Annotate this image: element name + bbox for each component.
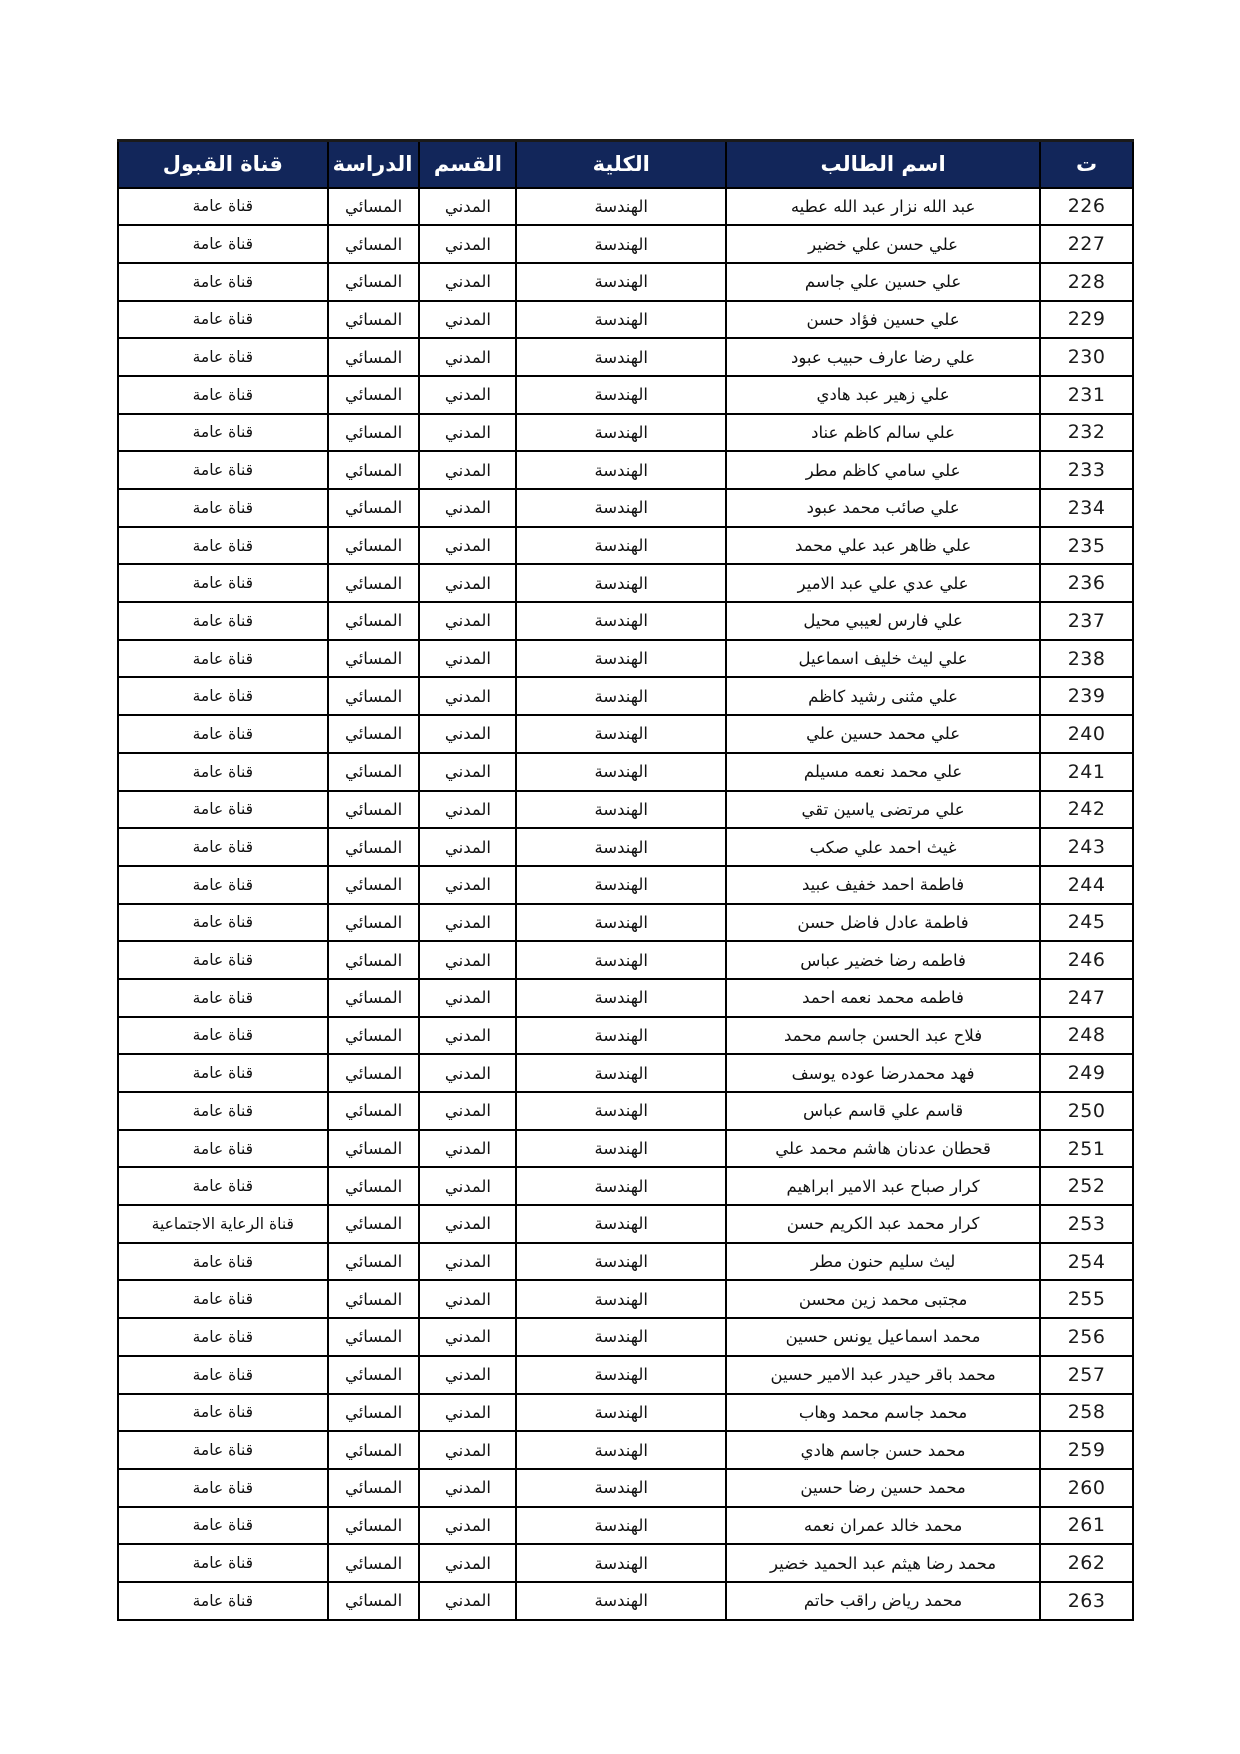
cell-admission-channel: قناة عامة: [118, 828, 328, 866]
cell-number: 260: [1040, 1469, 1133, 1507]
cell-study-type: المسائي: [328, 338, 420, 376]
cell-student-name: محمد حسن جاسم هادي: [726, 1431, 1040, 1469]
cell-department: المدني: [419, 1431, 516, 1469]
cell-student-name: علي سالم كاظم عناد: [726, 414, 1040, 452]
table-row: [118, 1017, 1133, 1055]
cell-student-name: علي محمد نعمه مسيلم: [726, 753, 1040, 791]
cell-study-type: المسائي: [328, 715, 420, 753]
cell-admission-channel: قناة عامة: [118, 1318, 328, 1356]
cell-admission-channel: قناة عامة: [118, 1092, 328, 1130]
cell-college: الهندسة: [516, 263, 726, 301]
cell-study-type: المسائي: [328, 414, 420, 452]
cell-admission-channel: قناة عامة: [118, 301, 328, 339]
cell-college: الهندسة: [516, 1280, 726, 1318]
cell-admission-channel: قناة عامة: [118, 1431, 328, 1469]
cell-student-name: فهد محمدرضا عوده يوسف: [726, 1054, 1040, 1092]
cell-number: 252: [1040, 1167, 1133, 1205]
cell-college: الهندسة: [516, 1394, 726, 1432]
cell-admission-channel: قناة عامة: [118, 1054, 328, 1092]
table-row: [118, 376, 1133, 414]
cell-study-type: المسائي: [328, 1205, 420, 1243]
cell-department: المدني: [419, 301, 516, 339]
cell-admission-channel: قناة عامة: [118, 1544, 328, 1582]
cell-study-type: المسائي: [328, 1092, 420, 1130]
cell-student-name: فلاح عبد الحسن جاسم محمد: [726, 1017, 1040, 1055]
table-body: [118, 188, 1133, 1620]
cell-admission-channel: قناة عامة: [118, 564, 328, 602]
header-department: القسم: [419, 141, 516, 188]
cell-study-type: المسائي: [328, 979, 420, 1017]
cell-admission-channel: قناة عامة: [118, 904, 328, 942]
cell-college: الهندسة: [516, 941, 726, 979]
cell-department: المدني: [419, 1167, 516, 1205]
cell-college: الهندسة: [516, 1054, 726, 1092]
cell-number: 245: [1040, 904, 1133, 942]
table-row: [118, 1205, 1133, 1243]
cell-admission-channel: قناة عامة: [118, 640, 328, 678]
cell-study-type: المسائي: [328, 1054, 420, 1092]
cell-study-type: المسائي: [328, 677, 420, 715]
cell-student-name: محمد باقر حيدر عبد الامير حسين: [726, 1356, 1040, 1394]
cell-study-type: المسائي: [328, 640, 420, 678]
cell-number: 244: [1040, 866, 1133, 904]
cell-study-type: المسائي: [328, 1318, 420, 1356]
cell-admission-channel: قناة عامة: [118, 753, 328, 791]
cell-number: 229: [1040, 301, 1133, 339]
table-row: [118, 1243, 1133, 1281]
table-row: [118, 1280, 1133, 1318]
table-row: [118, 527, 1133, 565]
cell-college: الهندسة: [516, 1431, 726, 1469]
cell-department: المدني: [419, 1243, 516, 1281]
cell-college: الهندسة: [516, 451, 726, 489]
cell-number: 262: [1040, 1544, 1133, 1582]
table-row: [118, 1356, 1133, 1394]
cell-student-name: غيث احمد علي صكب: [726, 828, 1040, 866]
cell-admission-channel: قناة عامة: [118, 979, 328, 1017]
cell-study-type: المسائي: [328, 263, 420, 301]
cell-study-type: المسائي: [328, 1167, 420, 1205]
cell-study-type: المسائي: [328, 376, 420, 414]
cell-department: المدني: [419, 1356, 516, 1394]
cell-study-type: المسائي: [328, 527, 420, 565]
cell-admission-channel: قناة عامة: [118, 376, 328, 414]
cell-department: المدني: [419, 188, 516, 226]
cell-study-type: المسائي: [328, 1017, 420, 1055]
cell-admission-channel: قناة عامة: [118, 1167, 328, 1205]
cell-number: 247: [1040, 979, 1133, 1017]
cell-student-name: علي ظاهر عبد علي محمد: [726, 527, 1040, 565]
header-student-name: اسم الطالب: [726, 141, 1040, 188]
table-row: [118, 564, 1133, 602]
cell-student-name: علي رضا عارف حبيب عبود: [726, 338, 1040, 376]
table-row: [118, 338, 1133, 376]
cell-student-name: علي حسين فؤاد حسن: [726, 301, 1040, 339]
cell-department: المدني: [419, 979, 516, 1017]
cell-study-type: المسائي: [328, 828, 420, 866]
cell-college: الهندسة: [516, 489, 726, 527]
cell-department: المدني: [419, 451, 516, 489]
cell-number: 257: [1040, 1356, 1133, 1394]
cell-college: الهندسة: [516, 188, 726, 226]
cell-number: 226: [1040, 188, 1133, 226]
cell-number: 256: [1040, 1318, 1133, 1356]
cell-student-name: كرار صباح عبد الامير ابراهيم: [726, 1167, 1040, 1205]
cell-study-type: المسائي: [328, 451, 420, 489]
cell-admission-channel: قناة عامة: [118, 451, 328, 489]
cell-college: الهندسة: [516, 376, 726, 414]
cell-college: الهندسة: [516, 1243, 726, 1281]
header-college: الكلية: [516, 141, 726, 188]
cell-number: 255: [1040, 1280, 1133, 1318]
cell-number: 233: [1040, 451, 1133, 489]
cell-student-name: فاطمة احمد خفيف عبيد: [726, 866, 1040, 904]
table-row: [118, 1054, 1133, 1092]
table-row: [118, 715, 1133, 753]
cell-student-name: فاطمه رضا خضير عباس: [726, 941, 1040, 979]
cell-number: 254: [1040, 1243, 1133, 1281]
cell-number: 253: [1040, 1205, 1133, 1243]
cell-number: 243: [1040, 828, 1133, 866]
table-row: [118, 1469, 1133, 1507]
cell-admission-channel: قناة عامة: [118, 791, 328, 829]
cell-student-name: علي ليث خليف اسماعيل: [726, 640, 1040, 678]
cell-study-type: المسائي: [328, 301, 420, 339]
cell-admission-channel: قناة عامة: [118, 715, 328, 753]
cell-admission-channel: قناة عامة: [118, 677, 328, 715]
cell-number: 234: [1040, 489, 1133, 527]
cell-department: المدني: [419, 1469, 516, 1507]
cell-number: 227: [1040, 225, 1133, 263]
cell-student-name: قاسم علي قاسم عباس: [726, 1092, 1040, 1130]
cell-college: الهندسة: [516, 338, 726, 376]
table-row: [118, 941, 1133, 979]
cell-admission-channel: قناة عامة: [118, 1017, 328, 1055]
cell-student-name: علي سامي كاظم مطر: [726, 451, 1040, 489]
table-row: [118, 225, 1133, 263]
cell-study-type: المسائي: [328, 1243, 420, 1281]
cell-department: المدني: [419, 1544, 516, 1582]
cell-student-name: فاطمة عادل فاضل حسن: [726, 904, 1040, 942]
cell-admission-channel: قناة عامة: [118, 225, 328, 263]
cell-number: 232: [1040, 414, 1133, 452]
table-row: [118, 263, 1133, 301]
table-row: [118, 451, 1133, 489]
cell-student-name: عبد الله نزار عبد الله عطيه: [726, 188, 1040, 226]
table-row: [118, 1544, 1133, 1582]
cell-student-name: كرار محمد عبد الكريم حسن: [726, 1205, 1040, 1243]
cell-college: الهندسة: [516, 791, 726, 829]
cell-department: المدني: [419, 1582, 516, 1620]
cell-study-type: المسائي: [328, 1507, 420, 1545]
cell-college: الهندسة: [516, 1544, 726, 1582]
table-row: [118, 1582, 1133, 1620]
cell-study-type: المسائي: [328, 753, 420, 791]
cell-study-type: المسائي: [328, 188, 420, 226]
cell-number: 250: [1040, 1092, 1133, 1130]
cell-college: الهندسة: [516, 904, 726, 942]
cell-number: 249: [1040, 1054, 1133, 1092]
cell-department: المدني: [419, 1054, 516, 1092]
cell-admission-channel: قناة الرعاية الاجتماعية: [118, 1205, 328, 1243]
cell-college: الهندسة: [516, 527, 726, 565]
cell-department: المدني: [419, 489, 516, 527]
table-row: [118, 791, 1133, 829]
cell-admission-channel: قناة عامة: [118, 414, 328, 452]
cell-admission-channel: قناة عامة: [118, 1507, 328, 1545]
cell-number: 240: [1040, 715, 1133, 753]
cell-student-name: علي عدي علي عبد الامير: [726, 564, 1040, 602]
cell-department: المدني: [419, 753, 516, 791]
cell-college: الهندسة: [516, 866, 726, 904]
table-row: [118, 1167, 1133, 1205]
cell-student-name: محمد جاسم محمد وهاب: [726, 1394, 1040, 1432]
admission-table: [117, 139, 1134, 1621]
cell-college: الهندسة: [516, 1582, 726, 1620]
cell-number: 236: [1040, 564, 1133, 602]
cell-study-type: المسائي: [328, 225, 420, 263]
cell-admission-channel: قناة عامة: [118, 1582, 328, 1620]
cell-student-name: محمد حسين رضا حسين: [726, 1469, 1040, 1507]
cell-student-name: محمد خالد عمران نعمه: [726, 1507, 1040, 1545]
cell-department: المدني: [419, 715, 516, 753]
cell-college: الهندسة: [516, 414, 726, 452]
cell-student-name: محمد اسماعيل يونس حسين: [726, 1318, 1040, 1356]
cell-department: المدني: [419, 564, 516, 602]
cell-number: 237: [1040, 602, 1133, 640]
cell-department: المدني: [419, 376, 516, 414]
cell-department: المدني: [419, 791, 516, 829]
cell-department: المدني: [419, 1092, 516, 1130]
table-row: [118, 1507, 1133, 1545]
table-row: [118, 677, 1133, 715]
cell-college: الهندسة: [516, 1318, 726, 1356]
cell-student-name: علي حسن علي خضير: [726, 225, 1040, 263]
cell-department: المدني: [419, 904, 516, 942]
cell-study-type: المسائي: [328, 564, 420, 602]
cell-number: 228: [1040, 263, 1133, 301]
cell-department: المدني: [419, 225, 516, 263]
cell-college: الهندسة: [516, 602, 726, 640]
cell-study-type: المسائي: [328, 489, 420, 527]
cell-number: 259: [1040, 1431, 1133, 1469]
table-row: [118, 753, 1133, 791]
cell-student-name: علي مرتضى ياسين تقي: [726, 791, 1040, 829]
cell-number: 258: [1040, 1394, 1133, 1432]
cell-study-type: المسائي: [328, 602, 420, 640]
table-row: [118, 904, 1133, 942]
cell-student-name: علي حسين علي جاسم: [726, 263, 1040, 301]
cell-college: الهندسة: [516, 979, 726, 1017]
cell-study-type: المسائي: [328, 1582, 420, 1620]
cell-college: الهندسة: [516, 753, 726, 791]
table-row: [118, 828, 1133, 866]
cell-college: الهندسة: [516, 1356, 726, 1394]
cell-college: الهندسة: [516, 828, 726, 866]
cell-number: 246: [1040, 941, 1133, 979]
cell-department: المدني: [419, 640, 516, 678]
cell-number: 241: [1040, 753, 1133, 791]
cell-study-type: المسائي: [328, 1280, 420, 1318]
cell-study-type: المسائي: [328, 791, 420, 829]
table-row: [118, 1092, 1133, 1130]
admission-table-container: [117, 139, 1134, 1621]
cell-study-type: المسائي: [328, 941, 420, 979]
header-number: ت: [1040, 141, 1133, 188]
cell-admission-channel: قناة عامة: [118, 1356, 328, 1394]
cell-student-name: ليث سليم حنون مطر: [726, 1243, 1040, 1281]
cell-department: المدني: [419, 414, 516, 452]
table-row: [118, 188, 1133, 226]
cell-admission-channel: قناة عامة: [118, 1280, 328, 1318]
cell-department: المدني: [419, 602, 516, 640]
cell-student-name: محمد رضا هيثم عبد الحميد خضير: [726, 1544, 1040, 1582]
cell-college: الهندسة: [516, 225, 726, 263]
cell-study-type: المسائي: [328, 1544, 420, 1582]
cell-college: الهندسة: [516, 1130, 726, 1168]
cell-college: الهندسة: [516, 1092, 726, 1130]
cell-student-name: مجتبى محمد زين محسن: [726, 1280, 1040, 1318]
cell-student-name: علي صائب محمد عبود: [726, 489, 1040, 527]
table-row: [118, 1431, 1133, 1469]
table-row: [118, 640, 1133, 678]
cell-study-type: المسائي: [328, 1356, 420, 1394]
cell-study-type: المسائي: [328, 1130, 420, 1168]
cell-department: المدني: [419, 1318, 516, 1356]
cell-college: الهندسة: [516, 715, 726, 753]
cell-student-name: محمد رياض راقب حاتم: [726, 1582, 1040, 1620]
cell-department: المدني: [419, 866, 516, 904]
cell-department: المدني: [419, 263, 516, 301]
cell-admission-channel: قناة عامة: [118, 941, 328, 979]
cell-admission-channel: قناة عامة: [118, 489, 328, 527]
table-row: [118, 414, 1133, 452]
table-row: [118, 301, 1133, 339]
header-study-type: الدراسة: [328, 141, 420, 188]
cell-admission-channel: قناة عامة: [118, 866, 328, 904]
cell-student-name: قحطان عدنان هاشم محمد علي: [726, 1130, 1040, 1168]
cell-department: المدني: [419, 941, 516, 979]
cell-college: الهندسة: [516, 1507, 726, 1545]
cell-admission-channel: قناة عامة: [118, 1130, 328, 1168]
cell-department: المدني: [419, 1017, 516, 1055]
cell-number: 261: [1040, 1507, 1133, 1545]
cell-study-type: المسائي: [328, 866, 420, 904]
cell-student-name: علي مثنى رشيد كاظم: [726, 677, 1040, 715]
cell-number: 263: [1040, 1582, 1133, 1620]
cell-college: الهندسة: [516, 677, 726, 715]
cell-study-type: المسائي: [328, 1394, 420, 1432]
cell-department: المدني: [419, 338, 516, 376]
cell-admission-channel: قناة عامة: [118, 602, 328, 640]
cell-admission-channel: قناة عامة: [118, 188, 328, 226]
table-row: [118, 489, 1133, 527]
table-row: [118, 1130, 1133, 1168]
table-row: [118, 979, 1133, 1017]
cell-number: 230: [1040, 338, 1133, 376]
cell-number: 239: [1040, 677, 1133, 715]
cell-college: الهندسة: [516, 1167, 726, 1205]
cell-number: 238: [1040, 640, 1133, 678]
cell-student-name: فاطمه محمد نعمه احمد: [726, 979, 1040, 1017]
cell-admission-channel: قناة عامة: [118, 1243, 328, 1281]
cell-college: الهندسة: [516, 564, 726, 602]
cell-department: المدني: [419, 677, 516, 715]
cell-college: الهندسة: [516, 1469, 726, 1507]
cell-number: 231: [1040, 376, 1133, 414]
cell-admission-channel: قناة عامة: [118, 527, 328, 565]
cell-admission-channel: قناة عامة: [118, 263, 328, 301]
table-row: [118, 1394, 1133, 1432]
cell-number: 248: [1040, 1017, 1133, 1055]
cell-department: المدني: [419, 1507, 516, 1545]
cell-department: المدني: [419, 527, 516, 565]
cell-college: الهندسة: [516, 640, 726, 678]
cell-department: المدني: [419, 1280, 516, 1318]
header-admission-channel: قناة القبول: [118, 141, 328, 188]
table-header-row: [118, 141, 1133, 188]
table-row: [118, 602, 1133, 640]
cell-department: المدني: [419, 1394, 516, 1432]
cell-department: المدني: [419, 1205, 516, 1243]
table-row: [118, 866, 1133, 904]
cell-number: 242: [1040, 791, 1133, 829]
cell-admission-channel: قناة عامة: [118, 1394, 328, 1432]
cell-student-name: علي فارس لعيبي محيل: [726, 602, 1040, 640]
cell-study-type: المسائي: [328, 1469, 420, 1507]
cell-study-type: المسائي: [328, 904, 420, 942]
cell-study-type: المسائي: [328, 1431, 420, 1469]
cell-college: الهندسة: [516, 301, 726, 339]
cell-department: المدني: [419, 1130, 516, 1168]
table-row: [118, 1318, 1133, 1356]
cell-department: المدني: [419, 828, 516, 866]
cell-number: 251: [1040, 1130, 1133, 1168]
cell-college: الهندسة: [516, 1205, 726, 1243]
cell-number: 235: [1040, 527, 1133, 565]
cell-student-name: علي زهير عبد هادي: [726, 376, 1040, 414]
cell-admission-channel: قناة عامة: [118, 1469, 328, 1507]
cell-student-name: علي محمد حسين علي: [726, 715, 1040, 753]
cell-admission-channel: قناة عامة: [118, 338, 328, 376]
cell-college: الهندسة: [516, 1017, 726, 1055]
